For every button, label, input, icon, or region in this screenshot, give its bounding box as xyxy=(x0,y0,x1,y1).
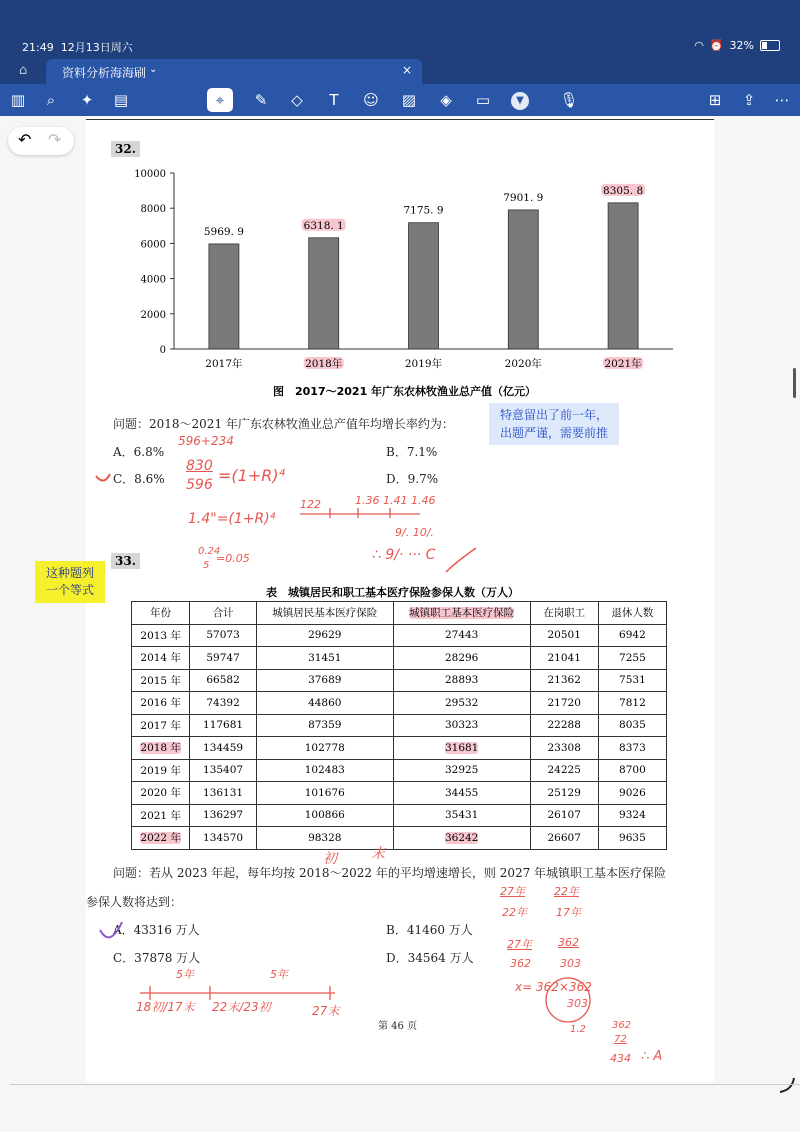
sidebar-toggle-icon[interactable]: ▥ xyxy=(10,91,26,109)
handwriting-note: 27末 xyxy=(312,1004,340,1018)
x-category-label: 2020年 xyxy=(504,358,542,370)
handwriting-note: 1.36 1.41 1.46 xyxy=(355,494,436,507)
close-tab-button[interactable]: × xyxy=(401,63,412,77)
y-tick-label: 4000 xyxy=(140,274,166,286)
handwriting-note: ∴ 9/· ··· C xyxy=(372,547,436,563)
option-33-d[interactable]: D．34564 万人 xyxy=(386,951,474,965)
text-box-icon[interactable]: T xyxy=(329,91,339,109)
yellow-note-line2: 一个等式 xyxy=(45,583,94,597)
table-cell-text: 2015 年 xyxy=(140,674,181,687)
bar-value-label: 7175. 9 xyxy=(403,204,444,217)
shapes-icon[interactable]: ◈ xyxy=(440,91,452,109)
table-cell-text: 44860 xyxy=(308,696,342,709)
ai-assist-icon[interactable]: ✦ xyxy=(80,91,94,109)
y-tick-label: 10000 xyxy=(134,169,166,180)
question-32-number: 32. xyxy=(111,141,140,157)
page-number: 第 46 页 xyxy=(378,1021,418,1032)
tab-title: 资料分析海海刷 xyxy=(62,66,147,80)
add-page-icon[interactable]: ⊞ xyxy=(708,91,722,109)
handwriting-note: 初 xyxy=(323,851,337,867)
corner-curl-stroke xyxy=(780,1078,794,1092)
option-32-a[interactable]: A．6.8% xyxy=(113,445,165,459)
yellow-note-line1: 这种题列 xyxy=(45,566,94,580)
pen-icon[interactable]: ✎ xyxy=(254,91,268,109)
redo-icon[interactable]: ↷ xyxy=(48,130,62,149)
table-cell-text: 21362 xyxy=(547,674,581,687)
table-cell-text: 22288 xyxy=(547,719,581,732)
table-cell-text: 29629 xyxy=(308,629,342,642)
handwriting-note: 1.4"=(1+R)⁴ xyxy=(188,511,276,527)
bar-value-label: 8305. 8 xyxy=(603,184,644,197)
table-cell-text: 136131 xyxy=(203,786,244,799)
table-cell-text: 2016 年 xyxy=(140,697,181,710)
table-cell-text: 57073 xyxy=(206,629,240,642)
handwriting-note: 9/. 10/. xyxy=(395,526,434,539)
table-cell-text: 134570 xyxy=(203,831,244,844)
handwriting-note: =(1+R)⁴ xyxy=(218,466,286,485)
eraser-icon[interactable]: ◇ xyxy=(291,91,303,109)
table-cell-text: 31681 xyxy=(444,741,479,754)
scrollbar-thumb[interactable] xyxy=(793,368,796,398)
table-cell-text: 34455 xyxy=(444,786,479,799)
table-cell-text: 28893 xyxy=(444,674,479,687)
handwriting-note: =0.05 xyxy=(216,552,250,565)
circle-c-stroke xyxy=(446,548,476,572)
table-cell-text: 87359 xyxy=(308,719,342,732)
chart-title: 图 2017～2021 年广东农林牧渔业总产值（亿元） xyxy=(273,385,537,398)
question-32-text: 问题：2018～2021 年广东农林牧渔业总产值年均增长率约为： xyxy=(113,417,454,431)
handwriting-note: 362 xyxy=(612,1020,632,1031)
table-cell-text: 31451 xyxy=(308,651,342,664)
table-cell-text: 2022 年 xyxy=(140,832,181,845)
table-cell-text: 32925 xyxy=(444,764,479,777)
table-cell-text: 117681 xyxy=(203,719,244,732)
note-icon[interactable]: ▭ xyxy=(475,91,491,109)
handwriting-note: 303 xyxy=(560,957,581,970)
circled-formula-stroke xyxy=(546,978,590,1022)
lasso-select-icon[interactable]: ⌖ xyxy=(207,88,233,112)
table-header-text: 城镇居民基本医疗保险 xyxy=(272,607,378,620)
table-cell-text: 27443 xyxy=(444,629,479,642)
option-32-d[interactable]: D．9.7% xyxy=(386,472,439,486)
home-icon[interactable]: ⌂ xyxy=(19,63,28,78)
option-33-b[interactable]: B．41460 万人 xyxy=(386,923,473,937)
handwriting-note: 22末/23初 xyxy=(212,1000,271,1014)
option-32-c[interactable]: C．8.6% xyxy=(113,472,165,486)
table-cell-text: 135407 xyxy=(203,764,244,777)
table-cell-text: 21041 xyxy=(547,651,581,664)
handwriting-note: 22年 xyxy=(502,906,527,919)
chevron-down-icon[interactable]: ⌄ xyxy=(149,64,158,75)
handwriting-note: 72 xyxy=(614,1034,627,1045)
handwriting-note: ∴ A xyxy=(641,1049,663,1064)
table-cell-text: 102778 xyxy=(304,741,345,754)
table-header-text: 城镇职工基本医疗保险 xyxy=(409,607,515,620)
table-cell-text: 6942 xyxy=(619,629,646,642)
table-cell-text: 66582 xyxy=(206,674,240,687)
handwriting-note: 596+234 xyxy=(178,434,234,448)
question-33-text-line1: 问题：若从 2023 年起，每年均按 2018～2022 年的平均增速增长，则 2027 年城镇职工基本医疗保险 xyxy=(113,866,667,880)
status-time: 21:49 12月13日周六 xyxy=(22,41,133,54)
table-cell-text: 2017 年 xyxy=(140,719,181,732)
bar-value-label: 5969. 9 xyxy=(203,225,244,238)
handwriting-note: 596 xyxy=(186,477,213,493)
table-cell-text: 24225 xyxy=(547,764,581,777)
x-category-label: 2021年 xyxy=(604,358,642,370)
table-cell-text: 21720 xyxy=(547,696,581,709)
blue-note-line2: 出题严谨，需要前推 xyxy=(499,426,608,440)
alarm-icon: ⏰ xyxy=(709,39,724,52)
table-cell-text: 28296 xyxy=(444,651,479,664)
bar-value-label: 7901. 9 xyxy=(503,191,544,204)
handwriting-note: 5 xyxy=(203,560,210,571)
table-cell-text: 2019 年 xyxy=(140,764,181,777)
table-cell-text: 102483 xyxy=(304,764,345,777)
number-line-stroke xyxy=(300,508,420,518)
table-cell-text: 29532 xyxy=(444,696,479,709)
battery-percent: 32% xyxy=(729,39,754,52)
option-32-b[interactable]: B．7.1% xyxy=(386,445,438,459)
y-tick-label: 8000 xyxy=(140,204,166,216)
table-cell-text: 59747 xyxy=(206,651,240,664)
table-cell-text: 37689 xyxy=(308,674,342,687)
timeline-stroke xyxy=(140,986,335,1000)
table-cell-text: 23308 xyxy=(547,741,581,754)
checkmark-c-stroke xyxy=(96,474,110,481)
more-icon[interactable]: ⋯ xyxy=(774,91,790,109)
purple-checkmark-a xyxy=(100,922,122,937)
image-icon[interactable]: ▨ xyxy=(401,91,417,109)
handwriting-note: 362 xyxy=(558,936,579,949)
handwriting-note: 1.2 xyxy=(570,1024,586,1035)
option-33-c[interactable]: C．37878 万人 xyxy=(113,951,201,965)
x-category-label: 2018年 xyxy=(305,358,343,370)
table-cell-text: 101676 xyxy=(304,786,345,799)
undo-icon[interactable]: ↶ xyxy=(18,130,32,149)
table-cell-text: 36242 xyxy=(444,831,479,844)
table-title: 表 城镇居民和职工基本医疗保险参保人数（万人） xyxy=(266,586,519,599)
table-cell-text: 25129 xyxy=(547,786,581,799)
table-cell-text: 136297 xyxy=(203,809,244,822)
table-cell-text: 7531 xyxy=(619,674,646,687)
table-cell-text: 9026 xyxy=(619,786,646,799)
wifi-icon: ◠ xyxy=(694,39,704,52)
handwriting-note: 27年 xyxy=(500,885,525,898)
page-bottom-edge xyxy=(10,1084,800,1085)
table-header-text: 合计 xyxy=(212,607,234,620)
handwriting-note: 5年 xyxy=(270,968,288,981)
handwriting-note: 122 xyxy=(300,498,321,511)
table-cell-text: 35431 xyxy=(444,809,479,822)
handwriting-note: 0.24 xyxy=(198,546,221,557)
handwriting-note: x= 362×362 xyxy=(515,980,592,994)
table-cell-text: 2021 年 xyxy=(140,809,181,822)
table-cell-text: 20501 xyxy=(547,629,581,642)
y-tick-label: 0 xyxy=(159,345,166,356)
y-tick-label: 6000 xyxy=(140,239,166,251)
table-cell-text: 8035 xyxy=(619,719,646,732)
blue-note-line1: 特意留出了前一年， xyxy=(499,408,608,422)
table-cell-text: 2014 年 xyxy=(140,652,181,665)
handwriting-note: 434 xyxy=(610,1052,631,1065)
table-cell-text: 74392 xyxy=(206,696,240,709)
table-cell-text: 134459 xyxy=(203,741,244,754)
table-cell-text: 7255 xyxy=(619,651,646,664)
handwriting-note: 18初/17末 xyxy=(136,1000,195,1014)
table-cell-text: 2020 年 xyxy=(140,787,181,800)
table-cell-text: 26607 xyxy=(547,831,581,844)
handwriting-note: 303 xyxy=(567,997,588,1010)
table-cell-text: 7812 xyxy=(619,696,646,709)
table-cell-text: 30323 xyxy=(444,719,479,732)
microphone-icon[interactable]: 🎙 xyxy=(559,91,579,109)
question-33-number: 33. xyxy=(111,553,140,569)
handwriting-note: 22年 xyxy=(554,885,579,898)
table-header-text: 在岗职工 xyxy=(543,607,586,620)
table-cell-text: 8373 xyxy=(619,741,646,754)
table-cell-text: 2018 年 xyxy=(140,742,181,755)
document-icon[interactable]: ▤ xyxy=(113,91,129,109)
handwriting-note: 362 xyxy=(510,957,531,970)
table-cell-text: 98328 xyxy=(308,831,342,844)
table-header-text: 退休人数 xyxy=(611,607,654,620)
handwriting-note: 830 xyxy=(186,458,213,474)
table-header-text: 年份 xyxy=(150,607,172,620)
handwriting-note: 末 xyxy=(371,846,385,862)
x-category-label: 2019年 xyxy=(404,358,443,370)
table-cell-text: 2013 年 xyxy=(140,629,181,642)
sticker-icon[interactable]: ☺ xyxy=(363,91,379,109)
table-cell-text: 26107 xyxy=(547,809,581,822)
x-category-label: 2017年 xyxy=(205,358,243,370)
table-cell-text: 100866 xyxy=(304,809,345,822)
question-33-text-line2: 参保人数将达到： xyxy=(86,895,183,909)
search-icon[interactable]: ⌕ xyxy=(46,91,56,109)
table-cell-text: 9635 xyxy=(619,831,646,844)
handwriting-note: 5年 xyxy=(176,968,194,981)
handwriting-note: 17年 xyxy=(556,906,581,919)
share-icon[interactable]: ⇪ xyxy=(742,91,756,109)
bar-value-label: 6318. 1 xyxy=(303,219,344,232)
handwriting-note: 27年 xyxy=(507,938,532,951)
table-cell-text: 9324 xyxy=(619,809,646,822)
table-cell-text: 8700 xyxy=(619,764,646,777)
y-tick-label: 2000 xyxy=(140,309,166,321)
option-33-a[interactable]: A．43316 万人 xyxy=(113,923,200,937)
more-tools-dropdown-icon[interactable]: ▼ xyxy=(511,92,529,110)
